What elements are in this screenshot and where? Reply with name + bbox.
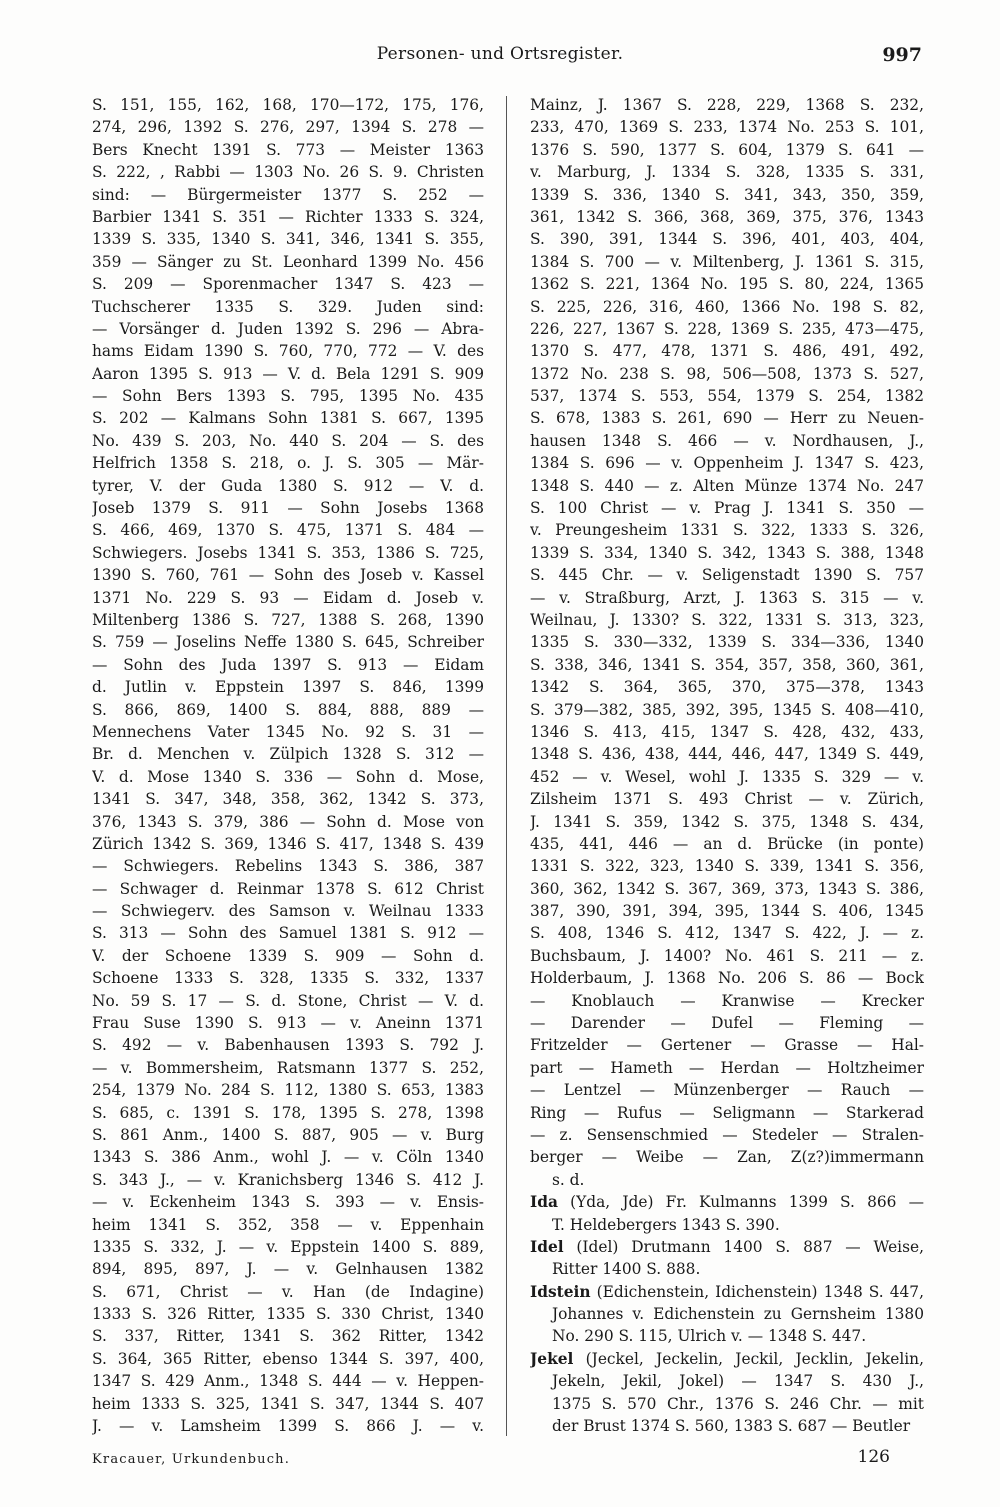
index-line: Bers Knecht 1391 S. 773 — Meister 1363: [92, 140, 484, 159]
left-column: [92, 94, 484, 1437]
index-line: J. — v. Lamsheim 1399 S. 866 J. — v.: [92, 1417, 484, 1436]
entry-text: (Jeckel, Jeckelin, Jeckil, Jecklin, Jekelin,: [573, 1349, 924, 1368]
index-line: 1384 S. 696 — v. Oppenheim J. 1347 S. 423,: [530, 454, 924, 473]
index-line: v. Preungesheim 1331 S. 322, 1333 S. 326,: [530, 521, 924, 540]
index-line: berger — Weibe — Zan, Z(z?)immermann: [530, 1148, 924, 1167]
index-line: s. d.: [552, 1170, 585, 1189]
index-line: Weilnau, J. 1330? S. 322, 1331 S. 313, 323,: [530, 610, 924, 629]
index-line: S. 408, 1346 S. 412, 1347 S. 422, J. — z.: [530, 924, 924, 943]
index-line: S. 100 Christ — v. Prag J. 1341 S. 350 —: [530, 499, 924, 518]
index-line: Schoene 1333 S. 328, 1335 S. 332, 1337: [92, 969, 484, 988]
index-line: — Sohn Bers 1393 S. 795, 1395 No. 435: [92, 387, 484, 406]
index-line: sind: — Bürgermeister 1377 S. 252 —: [92, 185, 484, 204]
index-line: 1362 S. 221, 1364 No. 195 S. 80, 224, 1365: [530, 275, 924, 294]
index-line: S. 151, 155, 162, 168, 170—172, 175, 176,: [92, 96, 484, 114]
index-line: 894, 895, 897, J. — v. Gelnhausen 1382: [92, 1260, 484, 1279]
index-line: 1375 S. 570 Chr., 1376 S. 246 Chr. — mit: [552, 1394, 924, 1413]
entry-headword: Idstein: [530, 1282, 591, 1301]
index-line: S. 202 — Kalmans Sohn 1381 S. 667, 1395: [92, 409, 484, 428]
entry-headword: Ida: [530, 1193, 558, 1212]
index-line: V. der Schoene 1339 S. 909 — Sohn d.: [92, 946, 484, 965]
page-number: 997: [882, 44, 922, 66]
index-line: — Vorsänger d. Juden 1392 S. 296 — Abra-: [92, 319, 484, 338]
index-line: Jekeln, Jekil, Jokel) — 1347 S. 430 J.,: [552, 1372, 924, 1391]
index-line: v. Marburg, J. 1334 S. 328, 1335 S. 331,: [530, 163, 924, 182]
index-line: J. 1341 S. 359, 1342 S. 375, 1348 S. 434,: [530, 812, 924, 831]
index-line: Zürich 1342 S. 369, 1346 S. 417, 1348 S. 439: [92, 834, 484, 853]
index-line: — Schwager d. Reinmar 1378 S. 612 Christ: [92, 879, 484, 898]
index-line: No. 59 S. 17 — S. d. Stone, Christ — V. d.: [92, 991, 484, 1010]
index-line: Barbier 1341 S. 351 — Richter 1333 S. 324,: [92, 207, 484, 226]
index-line: S. 225, 226, 316, 460, 1366 No. 198 S. 82,: [530, 297, 924, 316]
index-line: Buchsbaum, J. 1400? No. 461 S. 211 — z.: [530, 946, 924, 965]
running-title: Personen- und Ortsregister.: [376, 44, 624, 64]
index-line: S. 209 — Sporenmacher 1347 S. 423 —: [92, 275, 484, 294]
footer-signature: 126: [857, 1447, 890, 1467]
index-line: — v. Bommersheim, Ratsmann 1377 S. 252,: [92, 1058, 484, 1077]
index-line: 1331 S. 322, 323, 1340 S. 339, 1341 S. 356,: [530, 857, 924, 876]
index-line: 233, 470, 1369 S. 233, 1374 No. 253 S. 101,: [530, 118, 924, 137]
entry-headword: Jekel: [530, 1349, 574, 1368]
index-line: — Lentzel — Münzenberger — Rauch —: [530, 1081, 924, 1100]
index-line: Fritzelder — Gertener — Grasse — Hal-: [530, 1036, 924, 1055]
right-column: [530, 94, 924, 1437]
index-line: Tuchscherer 1335 S. 329. Juden sind:: [92, 297, 484, 316]
index-line: 1339 S. 335, 1340 S. 341, 346, 1341 S. 355,: [92, 230, 484, 249]
index-line: Miltenberg 1386 S. 727, 1388 S. 268, 1390: [92, 610, 484, 629]
index-line: S. 364, 365 Ritter, ebenso 1344 S. 397, 400,: [92, 1349, 484, 1368]
index-line: 387, 390, 391, 394, 395, 1344 S. 406, 1345: [530, 902, 924, 921]
index-line: d. Jutlin v. Eppstein 1397 S. 846, 1399: [92, 678, 484, 697]
index-line: S. 379—382, 385, 392, 395, 1345 S. 408—410,: [530, 700, 924, 719]
index-line: 1346 S. 413, 415, 1347 S. 428, 432, 433,: [530, 722, 924, 741]
index-line: 1371 No. 229 S. 93 — Eidam d. Joseb v.: [92, 588, 484, 607]
index-line: T. Heldebergers 1343 S. 390.: [552, 1215, 780, 1234]
index-entry-first-line: [530, 1191, 924, 1213]
index-line: 1342 S. 364, 365, 370, 375—378, 1343: [530, 678, 924, 697]
entry-text: (Edichenstein, Idichenstein) 1348 S. 447,: [590, 1282, 924, 1301]
index-line: 360, 362, 1342 S. 367, 369, 373, 1343 S. 386,: [530, 879, 924, 898]
index-line: Zilsheim 1371 S. 493 Christ — v. Zürich,: [530, 790, 924, 809]
index-line: 1370 S. 477, 478, 1371 S. 486, 491, 492,: [530, 342, 924, 361]
index-line: Johannes v. Edichenstein zu Gernsheim 1380: [552, 1305, 924, 1324]
index-line: 1333 S. 326 Ritter, 1335 S. 330 Christ, 1340: [92, 1305, 484, 1324]
index-line: 1341 S. 347, 348, 358, 362, 1342 S. 373,: [92, 790, 484, 809]
index-line: Schwiegers. Josebs 1341 S. 353, 1386 S. 725,: [92, 543, 484, 562]
index-line: 1384 S. 700 — v. Miltenberg, J. 1361 S. 315,: [530, 252, 924, 271]
index-line: 1339 S. 334, 1340 S. 342, 1343 S. 388, 1348: [530, 543, 924, 562]
index-line: Ring — Rufus — Seligmann — Starkerad: [530, 1103, 924, 1122]
index-line: — v. Eckenheim 1343 S. 393 — v. Ensis-: [92, 1193, 484, 1212]
index-line: heim 1333 S. 325, 1341 S. 347, 1344 S. 407: [92, 1394, 484, 1413]
index-line: No. 439 S. 203, No. 440 S. 204 — S. des: [92, 431, 484, 450]
index-line: — Schwiegers. Rebelins 1343 S. 386, 387: [92, 857, 484, 876]
index-line: S. 222, , Rabbi — 1303 No. 26 S. 9. Christen: [92, 163, 484, 182]
index-line: 1376 S. 590, 1377 S. 604, 1379 S. 641 —: [530, 140, 924, 159]
index-line: 1339 S. 336, 1340 S. 341, 343, 350, 359,: [530, 185, 924, 204]
index-line: 376, 1343 S. 379, 386 — Sohn d. Mose von: [92, 812, 484, 831]
index-line: Frau Suse 1390 S. 913 — v. Aneinn 1371: [92, 1014, 484, 1033]
index-line: S. 390, 391, 1344 S. 396, 401, 403, 404,: [530, 230, 924, 249]
index-line: S. 343 J., — v. Kranichsberg 1346 S. 412 J.: [92, 1170, 484, 1189]
index-line: 226, 227, 1367 S. 228, 1369 S. 235, 473—475,: [530, 319, 924, 338]
index-line: Mainz, J. 1367 S. 228, 229, 1368 S. 232,: [530, 96, 924, 114]
entry-text: (Idel) Drutmann 1400 S. 887 — Weise,: [563, 1237, 924, 1256]
entry-headword: Idel: [530, 1237, 564, 1256]
index-line: — z. Sensenschmied — Stedeler — Stralen-: [530, 1125, 924, 1144]
index-line: 361, 1342 S. 366, 368, 369, 375, 376, 1343: [530, 207, 924, 226]
index-line: 435, 441, 446 — an d. Brücke (in ponte): [530, 834, 924, 853]
index-line: Mennechens Vater 1345 No. 92 S. 31 —: [92, 722, 484, 741]
index-line: 537, 1374 S. 553, 554, 1379 S. 254, 1382: [530, 387, 924, 406]
entry-text: (Yda, Jde) Fr. Kulmanns 1399 S. 866 —: [557, 1193, 924, 1212]
index-line: S. 685, c. 1391 S. 178, 1395 S. 278, 1398: [92, 1103, 484, 1122]
index-line: 359 — Sänger zu St. Leonhard 1399 No. 456: [92, 252, 484, 271]
index-line: 1348 S. 440 — z. Alten Münze 1374 No. 247: [530, 476, 924, 495]
index-line: S. 492 — v. Babenhausen 1393 S. 792 J.: [92, 1036, 484, 1055]
index-line: Joseb 1379 S. 911 — Sohn Josebs 1368: [92, 499, 484, 518]
index-line: Ritter 1400 S. 888.: [552, 1260, 701, 1279]
index-line: Aaron 1395 S. 913 — V. d. Bela 1291 S. 909: [92, 364, 484, 383]
index-line: S. 338, 346, 1341 S. 354, 357, 358, 360, 361,: [530, 655, 924, 674]
index-line: 1390 S. 760, 761 — Sohn des Joseb v. Kassel: [92, 566, 484, 585]
index-line: 1348 S. 436, 438, 444, 446, 447, 1349 S. 449,: [530, 745, 924, 764]
index-line: S. 445 Chr. — v. Seligenstadt 1390 S. 757: [530, 566, 924, 585]
index-line: 1372 No. 238 S. 98, 506—508, 1373 S. 527,: [530, 364, 924, 383]
index-line: No. 290 S. 115, Ulrich v. — 1348 S. 447.: [552, 1327, 867, 1346]
index-line: — Sohn des Juda 1397 S. 913 — Eidam: [92, 655, 484, 674]
index-line: — Knoblauch — Kranwise — Krecker: [530, 991, 924, 1010]
index-line: 1335 S. 332, J. — v. Eppstein 1400 S. 889,: [92, 1237, 484, 1256]
footer-source: Kracauer, Urkundenbuch.: [92, 1452, 291, 1467]
index-line: S. 466, 469, 1370 S. 475, 1371 S. 484 —: [92, 521, 484, 540]
index-line: 1347 S. 429 Anm., 1348 S. 444 — v. Heppen-: [92, 1372, 484, 1391]
index-line: part — Hameth — Herdan — Holtzheimer: [530, 1058, 924, 1077]
index-line: hausen 1348 S. 466 — v. Nordhausen, J.,: [530, 431, 924, 450]
index-line: heim 1341 S. 352, 358 — v. Eppenhain: [92, 1215, 484, 1234]
index-line: S. 671, Christ — v. Han (de Indagine): [92, 1282, 484, 1301]
index-line: Holderbaum, J. 1368 No. 206 S. 86 — Bock: [530, 969, 924, 988]
index-line: Br. d. Menchen v. Zülpich 1328 S. 312 —: [92, 745, 484, 764]
column-divider: [506, 96, 507, 1436]
index-line: S. 861 Anm., 1400 S. 887, 905 — v. Burg: [92, 1125, 484, 1144]
index-line: der Brust 1374 S. 560, 1383 S. 687 — Beutler: [552, 1417, 911, 1436]
index-line: S. 337, Ritter, 1341 S. 362 Ritter, 1342: [92, 1327, 484, 1346]
index-line: 254, 1379 No. 284 S. 112, 1380 S. 653, 1383: [92, 1081, 484, 1100]
index-line: hams Eidam 1390 S. 760, 770, 772 — V. des: [92, 342, 484, 361]
index-line: S. 313 — Sohn des Samuel 1381 S. 912 —: [92, 924, 484, 943]
index-line: Helfrich 1358 S. 218, o. J. S. 305 — Mär-: [92, 454, 484, 473]
index-line: — v. Straßburg, Arzt, J. 1363 S. 315 — v.: [530, 588, 924, 607]
index-line: — Schwiegerv. des Samson v. Weilnau 1333: [92, 902, 484, 921]
index-line: tyrer, V. der Guda 1380 S. 912 — V. d.: [92, 476, 484, 495]
index-line: S. 759 — Joselins Neffe 1380 S. 645, Schreiber: [92, 633, 484, 652]
index-line: 274, 296, 1392 S. 276, 297, 1394 S. 278 —: [92, 118, 484, 137]
index-line: 452 — v. Wesel, wohl J. 1335 S. 329 — v.: [530, 767, 924, 786]
index-line: S. 678, 1383 S. 261, 690 — Herr zu Neuen-: [530, 409, 924, 428]
index-line: S. 866, 869, 1400 S. 884, 888, 889 —: [92, 700, 484, 719]
index-line: V. d. Mose 1340 S. 336 — Sohn d. Mose,: [92, 767, 484, 786]
index-entry-first-line: [530, 1236, 924, 1258]
index-entry-first-line: [530, 1348, 924, 1370]
index-line: — Darender — Dufel — Fleming —: [530, 1014, 924, 1033]
index-line: 1343 S. 386 Anm., wohl J. — v. Cöln 1340: [92, 1148, 484, 1167]
index-line: 1335 S. 330—332, 1339 S. 334—336, 1340: [530, 633, 924, 652]
index-entry-first-line: [530, 1281, 924, 1303]
